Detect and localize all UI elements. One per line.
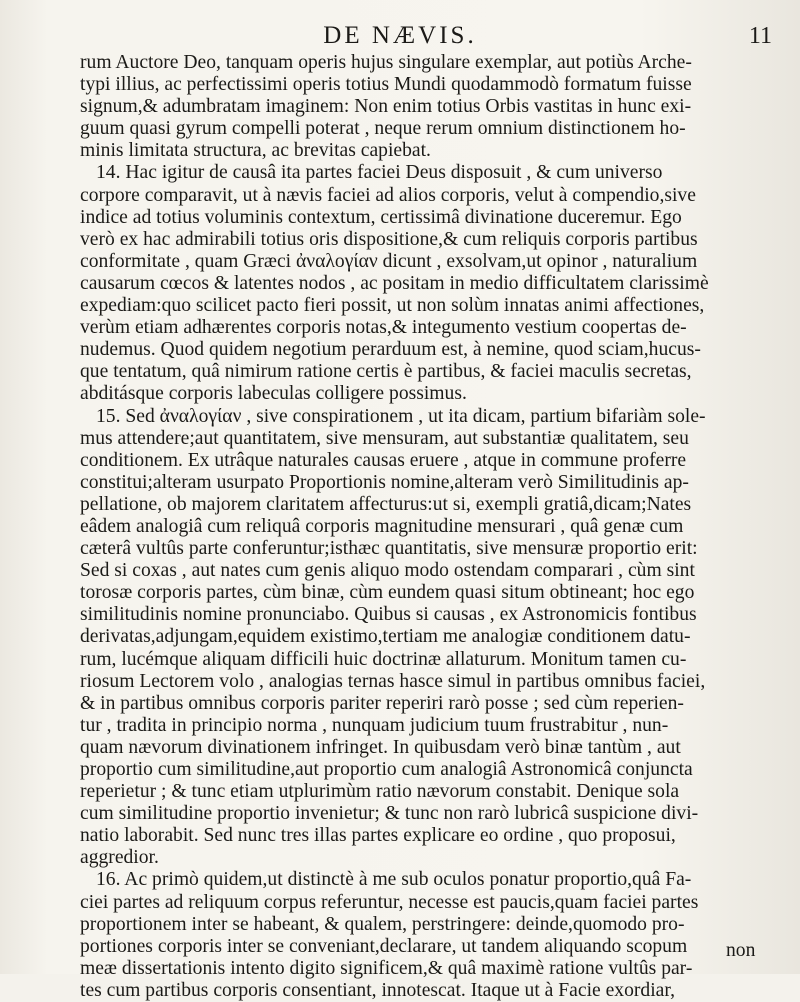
- text-line: & in partibus omnibus corporis pariter reperiri rarò posse ; sed cùm reperien-: [80, 692, 684, 714]
- catchword: non: [726, 940, 756, 961]
- text-line: guum quasi gyrum compelli poterat , neque rerum omnium distinctionem ho-: [80, 118, 686, 140]
- text-line: tes cum partibus corporis consentiant, innotescat. Itaque ut à Facie exordiar,: [80, 979, 675, 1001]
- text-line: que tentatum, quâ nimirum ratione certis è partibus, & faciei maculis secretas,: [80, 361, 692, 383]
- text-line: cum similitudine proportio invenietur; & tunc non rarò lubricâ suspicione divi-: [80, 803, 699, 825]
- text-line: constitui;alteram usurpato Proportionis nomine,alteram verò Similitudinis ap-: [80, 471, 689, 493]
- text-line: Sed si coxas , aut nates cum genis aliquo modo ostendam comparari , cùm sint: [80, 560, 695, 582]
- text-line: derivatas,adjungam,equidem existimo,tertiam me analogiæ conditionem datu-: [80, 626, 691, 648]
- text-line: causarum cœcos & latentes nodos , ac positam in medio difficultatem clarissimè: [80, 272, 709, 294]
- text-line: rum Auctore Deo, tanquam operis hujus singulare exemplar, aut potiùs Arche-: [80, 52, 692, 73]
- text-line: corpore comparavit, ut à nævis faciei ad alios corporis, velut à compendio,sive: [80, 184, 696, 206]
- text-line: aggredior.: [80, 847, 159, 869]
- text-line: proportio cum similitudine,aut proportio cum analogiâ Astronomicâ conjuncta: [80, 759, 693, 780]
- paragraph-16-start: 16. Ac primò quidem,ut distinctè à me sub oculos ponatur proportio,quâ Fa-: [96, 869, 692, 891]
- page-header: [0, 22, 800, 50]
- text-line: torosæ corporis partes, cùm binæ, cùm eundem quasi situm obtineant; hoc ego: [80, 582, 695, 604]
- text-line: meæ dissertationis intento digito significem,& quâ maximè ratione vultûs par-: [80, 957, 693, 979]
- text-line: pellatione, ob majorem claritatem affecturus:ut si, exempli gratiâ,dicam;Nates: [80, 493, 692, 515]
- paragraph-14-start: 14. Hac igitur de causâ ita partes faciei Deus disposuit , & cum universo: [96, 162, 663, 184]
- text-line: conformitate , quam Græci ἀναλογίαν dicunt , exsolvam,ut opinor , naturalium: [80, 250, 698, 272]
- text-line: mus attendere;aut quantitatem, sive mensuram, aut substantiæ qualitatem, seu: [80, 427, 689, 449]
- text-line: verùm etiam adhærentes corporis notas,& integumento vestium coopertas de-: [80, 317, 687, 339]
- text-line: similitudinis nomine pronunciabo. Quibus si causas , ex Astronomicis fontibus: [80, 604, 697, 626]
- body-text: [80, 52, 770, 1002]
- text-line: riosum Lectorem volo , analogias ternas hasce simul in partibus omnibus faciei,: [80, 670, 706, 692]
- text-line: eâdem analogiâ cum reliquâ corporis magnitudine mensurari , quâ genæ cum: [80, 515, 684, 537]
- text-line: nudemus. Quod quidem negotium perarduum est, à nemine, quod sciam,hucus-: [80, 339, 701, 361]
- running-head: DE NÆVIS.: [323, 22, 477, 49]
- text-line: reperietur ; & tunc etiam utplurimùm ratio nævorum constabit. Denique sola: [80, 781, 680, 803]
- text-line: portiones corporis inter se conveniant,declarare, ut tandem aliquando scopum: [80, 935, 688, 957]
- text-line: conditionem. Ex utrâque naturales causas eruere , atque in commune proferre: [80, 449, 687, 471]
- text-line: tur , tradita in principio norma , nunquam judicium tuum frustrabitur , nun-: [80, 714, 669, 736]
- text-line: cæterâ vultûs parte conferuntur;isthæc quantitatis, sive mensuræ proportio erit:: [80, 538, 698, 560]
- text-line: quam nævorum divinationem infringet. In quibusdam verò binæ tantùm , aut: [80, 736, 681, 758]
- text-line: rum, lucémque aliquam difficili huic doctrinæ allaturum. Monitum tamen cu-: [80, 648, 687, 670]
- text-line: verò ex hac admirabili totius oris dispositione,& cum reliquis corporis partibus: [80, 228, 698, 250]
- text-line: abditásque corporis labeculas colligere possimus.: [80, 383, 467, 405]
- text-line: proportionem inter se habeant, & qualem, perstringere: deinde,quomodo pro-: [80, 913, 685, 935]
- text-line: indice ad totius voluminis contextum, certissimâ divinatione duceremur. Ego: [80, 206, 682, 228]
- text-line: minis limitata structura, ac brevitas capiebat.: [80, 140, 431, 162]
- page-number: 11: [748, 23, 772, 49]
- text-line: typi illius, ac perfectissimi operis totius Mundi quodammodò formatum fuisse: [80, 74, 692, 96]
- text-line: expediam:quo scilicet pacto fieri possit, ut non solùm innatas animi affectiones,: [80, 295, 705, 317]
- paragraph-15-start: 15. Sed ἀναλογίαν , sive conspirationem , ut ita dicam, partium bifariàm sole-: [96, 405, 706, 427]
- text-line: signum,& adumbratam imaginem: Non enim totius Orbis vastitas in hunc exi-: [80, 96, 692, 118]
- text-line: ciei partes ad reliquum corpus referuntur, necesse est paucis,quam faciei partes: [80, 891, 699, 913]
- text-line: natio laborabit. Sed nunc tres illas partes explicare eo ordine , quo proposui,: [80, 825, 676, 847]
